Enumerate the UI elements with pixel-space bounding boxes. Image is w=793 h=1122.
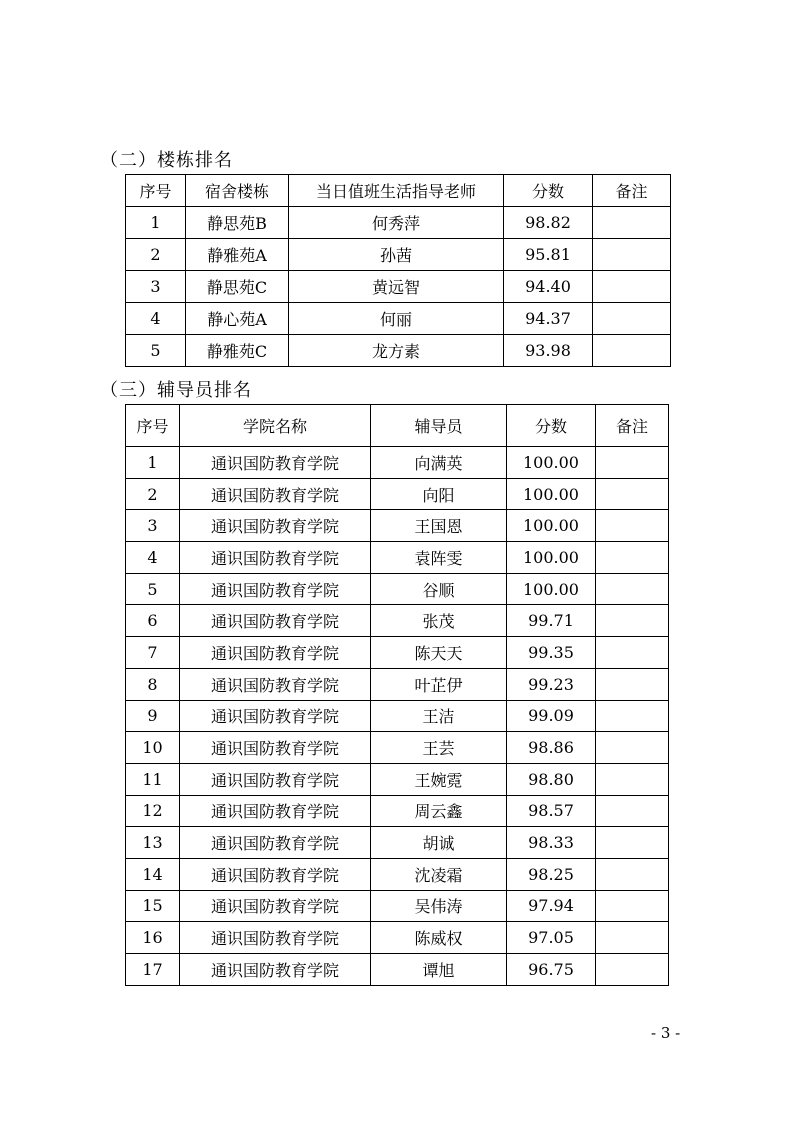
counselor-cell: 沈凌霜 <box>371 858 507 890</box>
remark-cell <box>596 510 669 542</box>
table-row <box>126 700 669 732</box>
score-cell: 97.05 <box>507 922 596 954</box>
table-header-row <box>126 175 671 207</box>
index-cell: 13 <box>126 827 180 859</box>
header-remark: 备注 <box>593 175 671 207</box>
remark-cell <box>596 763 669 795</box>
header-building: 宿舍楼栋 <box>186 175 289 207</box>
header-counselor: 辅导员 <box>371 405 507 447</box>
index-cell: 9 <box>126 700 180 732</box>
table-row <box>126 858 669 890</box>
header-index: 序号 <box>126 405 180 447</box>
table-header-row <box>126 405 669 447</box>
score-cell: 98.25 <box>507 858 596 890</box>
college-cell: 通识国防教育学院 <box>180 795 371 827</box>
score-cell: 99.09 <box>507 700 596 732</box>
score-cell: 96.75 <box>507 954 596 986</box>
college-cell: 通识国防教育学院 <box>180 858 371 890</box>
remark-cell <box>593 335 671 367</box>
table-row <box>126 447 669 479</box>
header-score: 分数 <box>507 405 596 447</box>
table-row <box>126 605 669 637</box>
index-cell: 10 <box>126 732 180 764</box>
college-cell: 通识国防教育学院 <box>180 637 371 669</box>
college-cell: 通识国防教育学院 <box>180 542 371 574</box>
counselor-cell: 吴伟涛 <box>371 890 507 922</box>
counselor-cell: 谷顺 <box>371 573 507 605</box>
college-cell: 通识国防教育学院 <box>180 447 371 479</box>
table-row <box>126 335 671 367</box>
college-cell: 通识国防教育学院 <box>180 605 371 637</box>
index-cell: 14 <box>126 858 180 890</box>
index-cell: 1 <box>126 207 186 239</box>
score-cell: 100.00 <box>507 542 596 574</box>
remark-cell <box>596 447 669 479</box>
index-cell: 7 <box>126 637 180 669</box>
table-row <box>126 510 669 542</box>
index-cell: 12 <box>126 795 180 827</box>
table-row <box>126 542 669 574</box>
table-row <box>126 239 671 271</box>
index-cell: 16 <box>126 922 180 954</box>
remark-cell <box>596 732 669 764</box>
remark-cell <box>596 478 669 510</box>
header-score: 分数 <box>504 175 593 207</box>
remark-cell <box>596 858 669 890</box>
college-cell: 通识国防教育学院 <box>180 922 371 954</box>
remark-cell <box>593 207 671 239</box>
building-cell: 静思苑B <box>186 207 289 239</box>
index-cell: 17 <box>126 954 180 986</box>
table-row <box>126 303 671 335</box>
counselor-cell: 陈天天 <box>371 637 507 669</box>
college-cell: 通识国防教育学院 <box>180 573 371 605</box>
page-number: - 3 - <box>651 1024 681 1042</box>
score-cell: 98.82 <box>504 207 593 239</box>
table-row <box>126 954 669 986</box>
index-cell: 5 <box>126 335 186 367</box>
remark-cell <box>596 637 669 669</box>
building-ranking-table <box>125 174 671 367</box>
score-cell: 99.23 <box>507 668 596 700</box>
college-cell: 通识国防教育学院 <box>180 732 371 764</box>
table-row <box>126 922 669 954</box>
index-cell: 1 <box>126 447 180 479</box>
remark-cell <box>596 954 669 986</box>
table-row <box>126 478 669 510</box>
header-college: 学院名称 <box>180 405 371 447</box>
remark-cell <box>596 573 669 605</box>
counselor-cell: 王洁 <box>371 700 507 732</box>
table-row <box>126 732 669 764</box>
score-cell: 93.98 <box>504 335 593 367</box>
teacher-cell: 何秀萍 <box>289 207 504 239</box>
counselor-cell: 王芸 <box>371 732 507 764</box>
score-cell: 100.00 <box>507 447 596 479</box>
college-cell: 通识国防教育学院 <box>180 700 371 732</box>
index-cell: 2 <box>126 239 186 271</box>
score-cell: 99.71 <box>507 605 596 637</box>
score-cell: 98.80 <box>507 763 596 795</box>
table-row <box>126 271 671 303</box>
remark-cell <box>596 922 669 954</box>
building-cell: 静思苑C <box>186 271 289 303</box>
teacher-cell: 何丽 <box>289 303 504 335</box>
index-cell: 15 <box>126 890 180 922</box>
counselor-cell: 向满英 <box>371 447 507 479</box>
remark-cell <box>596 890 669 922</box>
index-cell: 11 <box>126 763 180 795</box>
teacher-cell: 孙茜 <box>289 239 504 271</box>
score-cell: 99.35 <box>507 637 596 669</box>
index-cell: 2 <box>126 478 180 510</box>
score-cell: 97.94 <box>507 890 596 922</box>
header-remark: 备注 <box>596 405 669 447</box>
index-cell: 4 <box>126 542 180 574</box>
remark-cell <box>596 542 669 574</box>
remark-cell <box>596 605 669 637</box>
table-row <box>126 795 669 827</box>
index-cell: 3 <box>126 510 180 542</box>
score-cell: 98.86 <box>507 732 596 764</box>
building-cell: 静雅苑C <box>186 335 289 367</box>
building-cell: 静心苑A <box>186 303 289 335</box>
college-cell: 通识国防教育学院 <box>180 954 371 986</box>
counselor-cell: 向阳 <box>371 478 507 510</box>
remark-cell <box>593 239 671 271</box>
table-row <box>126 637 669 669</box>
table-row <box>126 827 669 859</box>
table-row <box>126 763 669 795</box>
table-row <box>126 573 669 605</box>
college-cell: 通识国防教育学院 <box>180 763 371 795</box>
index-cell: 4 <box>126 303 186 335</box>
index-cell: 5 <box>126 573 180 605</box>
counselor-cell: 胡诚 <box>371 827 507 859</box>
section-3-heading: （三）辅导员排名 <box>100 380 252 401</box>
college-cell: 通识国防教育学院 <box>180 478 371 510</box>
counselor-cell: 陈威权 <box>371 922 507 954</box>
counselor-cell: 叶芷伊 <box>371 668 507 700</box>
section-2-heading: （二）楼栋排名 <box>100 150 233 171</box>
teacher-cell: 黄远智 <box>289 271 504 303</box>
table-row <box>126 207 671 239</box>
index-cell: 8 <box>126 668 180 700</box>
index-cell: 3 <box>126 271 186 303</box>
counselor-cell: 谭旭 <box>371 954 507 986</box>
building-cell: 静雅苑A <box>186 239 289 271</box>
remark-cell <box>593 271 671 303</box>
header-index: 序号 <box>126 175 186 207</box>
teacher-cell: 龙方素 <box>289 335 504 367</box>
score-cell: 100.00 <box>507 573 596 605</box>
counselor-cell: 袁阵雯 <box>371 542 507 574</box>
header-teacher: 当日值班生活指导老师 <box>289 175 504 207</box>
counselor-cell: 王婉霓 <box>371 763 507 795</box>
score-cell: 98.33 <box>507 827 596 859</box>
counselor-cell: 张茂 <box>371 605 507 637</box>
score-cell: 94.40 <box>504 271 593 303</box>
remark-cell <box>596 700 669 732</box>
college-cell: 通识国防教育学院 <box>180 890 371 922</box>
score-cell: 100.00 <box>507 510 596 542</box>
score-cell: 100.00 <box>507 478 596 510</box>
college-cell: 通识国防教育学院 <box>180 827 371 859</box>
counselor-ranking-table <box>125 404 669 986</box>
score-cell: 98.57 <box>507 795 596 827</box>
counselor-cell: 王国恩 <box>371 510 507 542</box>
remark-cell <box>596 827 669 859</box>
college-cell: 通识国防教育学院 <box>180 668 371 700</box>
college-cell: 通识国防教育学院 <box>180 510 371 542</box>
remark-cell <box>596 668 669 700</box>
remark-cell <box>596 795 669 827</box>
index-cell: 6 <box>126 605 180 637</box>
table-row <box>126 668 669 700</box>
counselor-cell: 周云鑫 <box>371 795 507 827</box>
score-cell: 94.37 <box>504 303 593 335</box>
score-cell: 95.81 <box>504 239 593 271</box>
remark-cell <box>593 303 671 335</box>
table-row <box>126 890 669 922</box>
